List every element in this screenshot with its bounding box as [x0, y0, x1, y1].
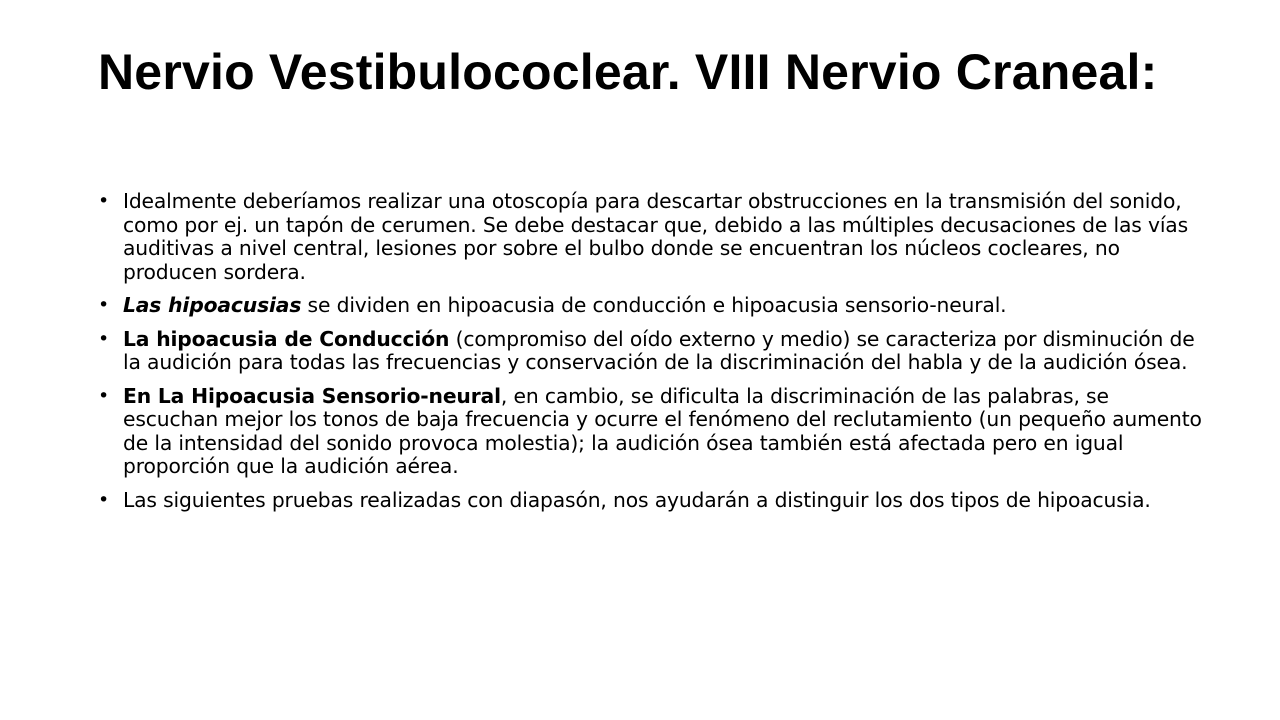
bullet-item-hipoacusias: [98, 294, 1208, 318]
bullet-text: , en cambio, se dificulta la discriminación de las palabras, se escuchan mejor los tonos de baja frecuencia y ocurre el fenómeno del reclutamiento (un pequeño aumento de la intensidad del sonido provoca molestia); la audición ósea también está afectada pero en igual proporción que la audición aérea.: [123, 383, 1202, 478]
bullet-icon: •: [98, 327, 110, 350]
bullet-item-diapason: [98, 489, 1208, 513]
bullet-lead: En La Hipoacusia Sensorio-neural: [123, 383, 501, 408]
bullet-icon: •: [98, 384, 110, 407]
bullet-text: (compromiso del oído externo y medio) se caracteriza por disminución de la audición para todas las frecuencias y conservación de la discriminación del habla y de la audición ósea.: [123, 326, 1195, 374]
bullet-item-sensorio-neural: [98, 385, 1208, 479]
slide-title: Nervio Vestibulococlear. VIII Nervio Craneal:: [98, 44, 1158, 100]
bullet-text: Idealmente deberíamos realizar una otoscopía para descartar obstrucciones en la transmisión del sonido, como por ej. un tapón de cerumen. Se debe destacar que, debido a las múltiples decusaciones de las vías auditivas a nivel central, lesiones por sobre el bulbo donde se encuentran los núcleos cocleares, no producen sordera.: [123, 189, 1188, 284]
bullet-icon: •: [98, 488, 110, 511]
bullet-item-conduccion: [98, 328, 1208, 375]
bullet-list: [98, 190, 1208, 522]
bullet-item-otoscopia: [98, 190, 1208, 284]
bullet-text: Las siguientes pruebas realizadas con diapasón, nos ayudarán a distinguir los dos tipos de hipoacusia.: [123, 487, 1151, 512]
bullet-text: se dividen en hipoacusia de conducción e hipoacusia sensorio-neural.: [301, 293, 1007, 317]
bullet-icon: •: [98, 190, 110, 212]
bullet-lead: Las hipoacusias: [123, 293, 302, 317]
bullet-icon: •: [98, 294, 110, 316]
bullet-lead: La hipoacusia de Conducción: [123, 326, 450, 351]
